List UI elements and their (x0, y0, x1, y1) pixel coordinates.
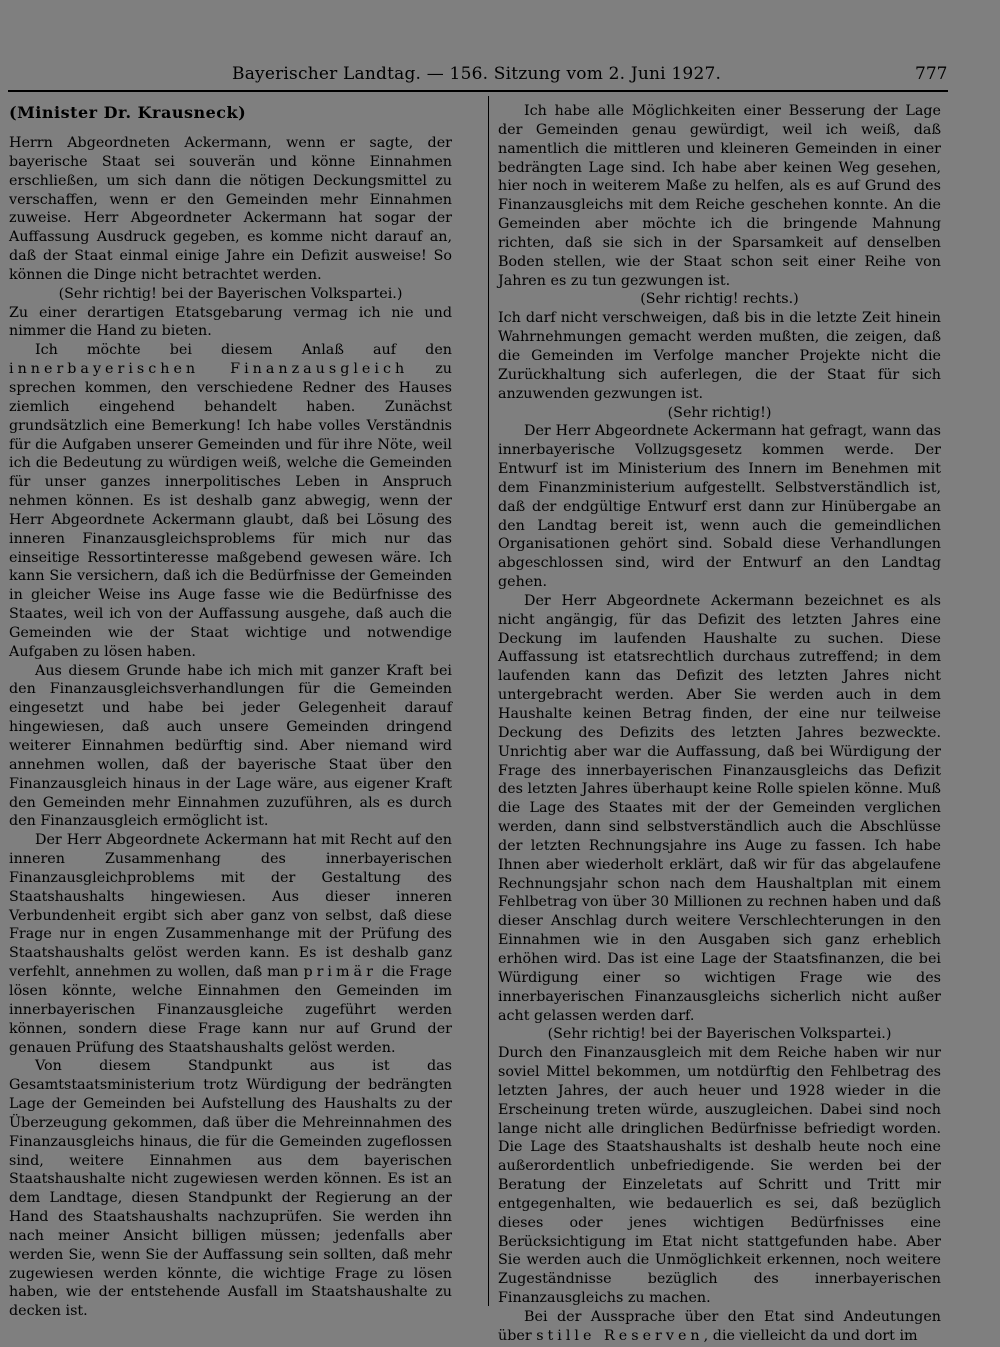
left-column (9, 102, 452, 1321)
interjection: (Sehr richtig! rechts.) (640, 291, 799, 308)
interjection: (Sehr richtig!) (667, 404, 772, 421)
emphasis-spaced: innerbayerischen Finanzausgleich (9, 361, 409, 378)
paragraph: Von diesem Standpunkt aus ist das Gesamtstaatsministerium trotz Würdigung der bedrängten Lage der Gemeinden bei Aufstellung des Haushalts zu der Überzeugung gekommen, daß über die Mehreinnahmen des Finanzausgleichs hinaus, die für die Gemeinden zugeflossen sind, weitere Einnahmen aus dem bayerischen Staatshaushalte nicht zugewiesen werden können. Es ist an dem Landtage, diesen Standpunkt der Regierung an der Hand des Staatshaushalts nachzuprüfen. Sie werden ihn nach meiner Ansicht billigen müssen; jedenfalls aber werden Sie, wenn Sie der Auffassung sein sollten, daß mehr zugewiesen werden könnte, die wichtige Frage zu lösen haben, wie der entstehende Ausfall im Staatshaushalte zu decken ist. (9, 1058, 452, 1320)
paragraph: Aus diesem Grunde habe ich mich mit ganzer Kraft bei den Finanzausgleichsverhandlungen für die Gemeinden eingesetzt und habe bei jeder Gelegenheit darauf hingewiesen, daß auch unsere Gemeinden dringend weiterer Einnahmen bedürftig sind. Aber niemand wird annehmen wollen, daß der bayerische Staat über den Finanzausgleich hinaus in der Lage wäre, aus eigener Kraft den Gemeinden mehr Einnahmen zuzuführen, als es durch den Finanzausgleich ermöglicht ist. (9, 662, 452, 830)
emphasis-spaced: primär (303, 964, 377, 981)
column-divider (488, 96, 489, 1306)
page-header (0, 60, 1000, 88)
paragraph: Ich habe alle Möglichkeiten einer Besserung der Lage der Gemeinden genau gewürdigt, weil ich weiß, daß namentlich die mittleren und kleineren Gemeinden in einer bedrängten Lage sind. Ich habe aber keinen Weg gesehen, hier noch in weiterem Maße zu helfen, als es auf Grund des Finanzausgleichs mit dem Reiche geschehen konnte. An die Gemeinden aber möchte ich die bringende Mahnung richten, daß sie sich in der Sparsamkeit auf denselben Boden stellen, wie der Staat schon seit einer Reihe von Jahren es zu tun gezwungen ist. (498, 103, 941, 289)
speaker-label: (Minister Dr. Krausneck) (9, 103, 247, 122)
paragraph: Der Herr Abgeordnete Ackermann hat mit Recht auf den inneren Zusammenhang des innerbayerischen Finanzausgleichproblems mit der Gestaltung des Staatshaushalts hingewiesen. Aus dieser inneren Verbundenheit ergibt sich aber ganz von selbst, daß diese Frage nur in engen Zusammenhange mit der Prüfung des Staatshaushalts gelöst werden kann. Es ist deshalb ganz verfehlt, annehmen zu wollen, daß man primär die Frage lösen könnte, welche Einnahmen den Gemeinden im innerbayerischen Finanzausgleiche zugeführt werden können, sondern diese Frage kann nur auf Grund der genauen Prüfung des Staatshaushalts gelöst werden. (9, 832, 452, 1056)
right-column (498, 102, 941, 1346)
paragraph: Der Herr Abgeordnete Ackermann hat gefragt, wann das innerbayerische Vollzugsgesetz kommen werde. Der Entwurf ist im Ministerium des Innern im Benehmen mit dem Finanzministerium aufgestellt. Selbstverständlich ist, daß der endgültige Entwurf erst dann zur Hinübergabe an den Landtag bereit ist, wenn auch die gemeindlichen Organisationen gehört sind. Sobald diese Verhandlungen abgeschlossen sind, wird der Entwurf an den Landtag gehen. (498, 423, 941, 591)
paragraph: Bei der Aussprache über den Etat sind Andeutungen über stille Reserven, die vielleicht da und dort im (498, 1309, 941, 1344)
interjection: (Sehr richtig! bei der Bayerischen Volkspartei.) (547, 1026, 892, 1043)
paragraph: Ich darf nicht verschweigen, daß bis in die letzte Zeit hinein Wahrnehmungen gemacht werden mußten, die zeigen, daß die Gemeinden im Verfolge mancher Projekte nicht die Zurückhaltung sich auferlegen, die der Staat für sich anzuwenden gezwungen ist. (498, 310, 941, 402)
interjection: (Sehr richtig! bei der Bayerischen Volkspartei.) (58, 285, 403, 302)
header-rule (8, 90, 948, 92)
paragraph: Der Herr Abgeordnete Ackermann bezeichnet es als nicht angängig, für das Defizit des letzten Jahres eine Deckung im laufenden Haushalte zu suchen. Diese Auffassung ist etatsrechtlich durchaus zutreffend; in dem laufenden kann das Defizit des letzten Jahres nicht untergebracht werden. Aber Sie werden auch in dem Haushalte keinen Betrag finden, der eine nur teilweise Deckung des Defizits des letzten Jahres bezweckte. Unrichtig aber war die Auffassung, daß bei Würdigung der Frage des innerbayerischen Finanzausgleichs das Defizit des letzten Jahres überhaupt keine Rolle spielen könne. Muß die Lage des Staates mit der der Gemeinden verglichen werden, dann sind selbstverständlich auch die Abschlüsse der letzten Rechnungsjahre ins Auge zu fassen. Ich habe Ihnen aber wiederholt erklärt, daß wir für das abgelaufene Rechnungsjahr schon nach dem Haushaltplan mit einem Fehlbetrag von über 30 Millionen zu rechnen haben und daß dieser Anschlag durch weitere Verschlechterungen in den Einnahmen wie in den Ausgaben sich ganz erheblich erhöhen wird. Das ist eine Lage der Staatsfinanzen, die bei Würdigung einer so wichtigen Frage wie des innerbayerischen Finanzausgleichs sicherlich nicht außer acht gelassen werden darf. (498, 592, 941, 1024)
paragraph: Herrn Abgeordneten Ackermann, wenn er sagte, der bayerische Staat sei souverän und könne Einnahmen erschließen, um sich dann die nötigen Deckungsmittel zu verschaffen, wenn er den Gemeinden mehr Einnahmen zuweise. Herr Abgeordneter Ackermann hat sogar der Auffassung Ausdruck gegeben, es komme nicht darauf an, daß der Staat einmal einige Jahre ein Defizit ausweise! So können die Dinge nicht betrachtet werden. (9, 135, 452, 283)
paragraph: Ich möchte bei diesem Anlaß auf den innerbayerischen Finanzausgleich zu sprechen kommen, den verschiedene Redner des Hauses ziemlich eingehend behandelt haben. Zunächst grundsätzlich eine Bemerkung! Ich habe volles Verständnis für die Aufgaben unserer Gemeinden und für ihre Nöte, weil ich die Bedeutung zu würdigen weiß, welche die Gemeinden für unser ganzes innerpolitisches Leben in Anspruch nehmen können. Es ist deshalb ganz abwegig, wenn der Herr Abgeordnete Ackermann glaubt, daß bei Lösung des inneren Finanzausgleichsproblems für mich nur das einseitige Ressortinteresse maßgebend gewesen wäre. Ich kann Sie versichern, daß ich die Bedürfnisse der Gemeinden in gleicher Weise ins Auge fasse wie die Bedürfnisse des Staates, weil ich von der Auffassung ausgehe, daß auch die Gemeinden wie der Staat wichtige und notwendige Aufgaben zu lösen haben. (9, 342, 452, 660)
paragraph: Durch den Finanzausgleich mit dem Reiche haben wir nur soviel Mittel bekommen, um notdürftig den Fehlbetrag des letzten Jahres, der auch heuer und 1928 wieder in die Erscheinung treten würde, auszugleichen. Dabei sind noch lange nicht alle dringlichen Bedürfnisse befriedigt worden. Die Lage des Staatshaushalts ist deshalb heute noch eine außerordentlich unbefriedigende. Sie werden bei der Beratung der Einzeletats auf Schritt und Tritt mir entgegenhalten, wie bedauerlich es sei, daß bezüglich dieses oder jenes wichtigen Bedürfnisses eine Berücksichtigung im Etat nicht stattgefunden habe. Aber Sie werden auch die Unmöglichkeit erkennen, noch weitere Zugeständnisse bezüglich des innerbayerischen Finanzausgleichs zu machen. (498, 1045, 941, 1307)
running-head: Bayerischer Landtag. — 156. Sitzung vom 2. Juni 1927. (232, 64, 722, 84)
paragraph: Zu einer derartigen Etatsgebarung vermag ich nie und nimmer die Hand zu bieten. (9, 304, 452, 340)
page-number: 777 (915, 64, 948, 84)
emphasis-spaced: stille Reserven (536, 1327, 704, 1344)
